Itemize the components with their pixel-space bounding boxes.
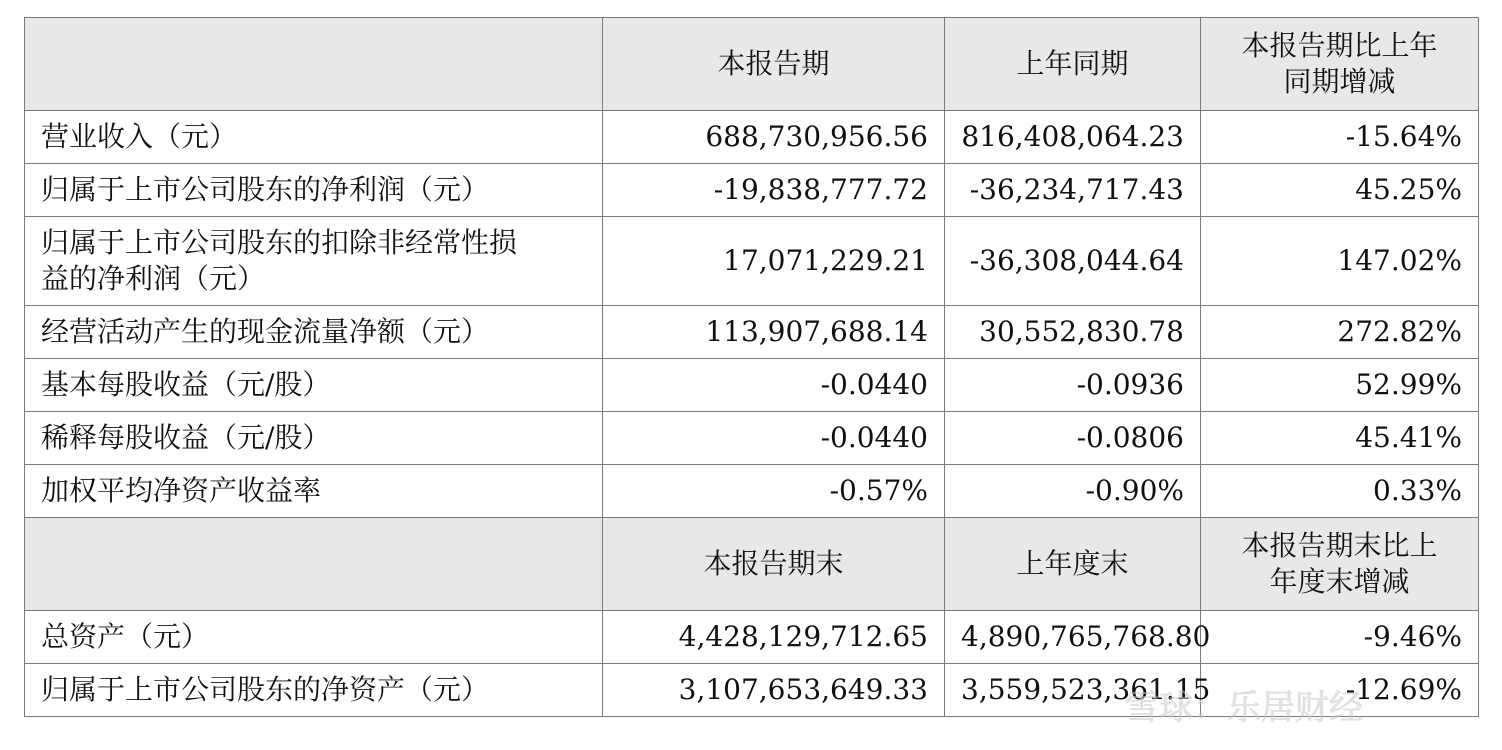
row-label	[25, 217, 603, 306]
header-change-period	[1201, 18, 1479, 111]
current-value: 3,107,653,649.33	[603, 664, 945, 717]
header-current-period: 本报告期	[603, 18, 945, 111]
header-row-period	[25, 18, 1479, 111]
financial-summary-table	[24, 17, 1479, 717]
row-label-line2: 益的净利润（元）	[41, 262, 266, 295]
table-row	[25, 359, 1479, 412]
prior-value: 816,408,064.23	[945, 111, 1201, 164]
row-label: 基本每股收益（元/股）	[25, 359, 603, 412]
current-value: 113,907,688.14	[603, 306, 945, 359]
header-row-period-end	[25, 518, 1479, 611]
row-label-line1: 归属于上市公司股东的扣除非经常性损	[41, 226, 518, 259]
table-row	[25, 611, 1479, 664]
row-label: 归属于上市公司股东的净利润（元）	[25, 164, 603, 217]
change-value: 52.99%	[1201, 359, 1479, 412]
prior-value: -36,234,717.43	[945, 164, 1201, 217]
table-row	[25, 306, 1479, 359]
header-change-line2: 年度末增减	[1269, 565, 1410, 598]
row-label: 营业收入（元）	[25, 111, 603, 164]
prior-value: 30,552,830.78	[945, 306, 1201, 359]
table-row	[25, 164, 1479, 217]
change-value: 45.41%	[1201, 412, 1479, 465]
table-row	[25, 664, 1479, 717]
row-label: 稀释每股收益（元/股）	[25, 412, 603, 465]
table-row	[25, 465, 1479, 518]
header-change-line1: 本报告期比上年	[1241, 29, 1438, 62]
header-current-period-end: 本报告期末	[603, 518, 945, 611]
change-value: 0.33%	[1201, 465, 1479, 518]
change-value: 272.82%	[1201, 306, 1479, 359]
prior-value: 4,890,765,768.80	[945, 611, 1201, 664]
current-value: -0.0440	[603, 359, 945, 412]
prior-value: -0.0936	[945, 359, 1201, 412]
table-row	[25, 217, 1479, 306]
current-value: 4,428,129,712.65	[603, 611, 945, 664]
prior-value: -0.90%	[945, 465, 1201, 518]
prior-value: 3,559,523,361.15	[945, 664, 1201, 717]
current-value: -0.0440	[603, 412, 945, 465]
header-prior-year-end: 上年度末	[945, 518, 1201, 611]
header-change-period-end	[1201, 518, 1479, 611]
header-change-line1: 本报告期末比上	[1241, 529, 1438, 562]
current-value: -0.57%	[603, 465, 945, 518]
prior-value: -36,308,044.64	[945, 217, 1201, 306]
current-value: 17,071,229.21	[603, 217, 945, 306]
header-blank-cell	[25, 518, 603, 611]
current-value: -19,838,777.72	[603, 164, 945, 217]
row-label: 归属于上市公司股东的净资产（元）	[25, 664, 603, 717]
change-value: -15.64%	[1201, 111, 1479, 164]
change-value: 45.25%	[1201, 164, 1479, 217]
prior-value: -0.0806	[945, 412, 1201, 465]
change-value: 147.02%	[1201, 217, 1479, 306]
header-blank-cell	[25, 18, 603, 111]
change-value: -9.46%	[1201, 611, 1479, 664]
header-change-line2: 同期增减	[1283, 65, 1396, 98]
row-label: 经营活动产生的现金流量净额（元）	[25, 306, 603, 359]
row-label: 总资产（元）	[25, 611, 603, 664]
watermark: 雪球：乐居财经	[1125, 688, 1363, 728]
current-value: 688,730,956.56	[603, 111, 945, 164]
change-value: -12.69%	[1201, 664, 1479, 717]
table-row	[25, 412, 1479, 465]
header-prior-period: 上年同期	[945, 18, 1201, 111]
row-label: 加权平均净资产收益率	[25, 465, 603, 518]
table-row	[25, 111, 1479, 164]
